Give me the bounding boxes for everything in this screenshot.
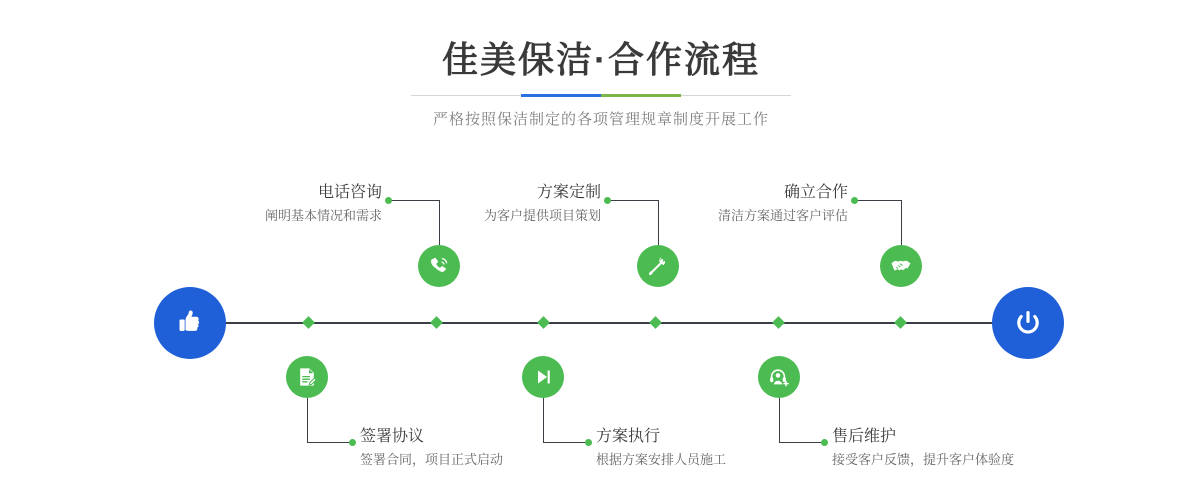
- page-header: [0, 0, 1202, 129]
- thumbs-up-icon: [172, 305, 208, 341]
- handshake-icon: [889, 254, 913, 278]
- step-title-plan-customize: 方案定制: [536, 184, 601, 201]
- step-desc-sign-agreement: 签署合同，项目正式启动: [360, 452, 504, 467]
- connector-line-plan-execute-vertical: [543, 398, 544, 443]
- flow-end-node: [992, 287, 1064, 359]
- document-edit-icon: [295, 365, 319, 389]
- flow-start-node: [154, 287, 226, 359]
- step-title-establish-cooperation: 确立合作: [783, 184, 848, 201]
- step-label-establish-cooperation: [556, 182, 848, 226]
- step-desc-establish-cooperation: 清洁方案通过客户评估: [717, 208, 848, 223]
- step-title-after-sales: 售后维护: [832, 428, 897, 445]
- connector-line-sign-agreement-vertical: [307, 398, 308, 443]
- step-icon-sign-agreement: [286, 356, 328, 398]
- connector-dot-after-sales: [821, 439, 828, 446]
- connector-line-establish-cooperation-horizontal: [855, 200, 902, 201]
- step-title-sign-agreement: 签署协议: [360, 428, 425, 445]
- step-icon-plan-execute: [522, 356, 564, 398]
- timeline-marker: [649, 316, 662, 329]
- connector-dot-establish-cooperation: [851, 197, 858, 204]
- step-icon-after-sales: [758, 356, 800, 398]
- process-flow-diagram: [0, 160, 1202, 502]
- step-desc-plan-execute: 根据方案安排人员施工: [596, 452, 727, 467]
- play-step-icon: [531, 365, 555, 389]
- broom-icon: [646, 254, 670, 278]
- connector-line-after-sales-horizontal: [779, 442, 824, 443]
- timeline-marker: [430, 316, 443, 329]
- page-title: 佳美保洁·合作流程: [442, 39, 760, 80]
- timeline-marker: [772, 316, 785, 329]
- step-desc-plan-customize: 为客户提供项目策划: [483, 208, 601, 223]
- step-desc-phone-consult: 阐明基本情况和需求: [264, 208, 382, 223]
- timeline-marker: [537, 316, 550, 329]
- divider-blue-segment: [521, 94, 601, 97]
- timeline-marker: [894, 316, 907, 329]
- connector-dot-plan-execute: [585, 439, 592, 446]
- connector-line-establish-cooperation-vertical: [901, 200, 902, 245]
- divider-green-segment: [601, 94, 681, 97]
- page-subtitle: 严格按照保洁制定的各项管理规章制度开展工作: [432, 111, 769, 128]
- connector-line-sign-agreement-horizontal: [307, 442, 352, 443]
- step-icon-establish-cooperation: [880, 245, 922, 287]
- timeline-marker: [302, 316, 315, 329]
- connector-line-after-sales-vertical: [779, 398, 780, 443]
- title-divider: [411, 94, 791, 97]
- connector-dot-sign-agreement: [349, 439, 356, 446]
- step-icon-plan-customize: [637, 245, 679, 287]
- power-icon: [1010, 305, 1046, 341]
- phone-ring-icon: [427, 254, 451, 278]
- step-title-plan-execute: 方案执行: [596, 428, 661, 445]
- step-label-after-sales: [832, 426, 1152, 470]
- step-desc-after-sales: 接受客户反馈，提升客户体验度: [832, 452, 1015, 467]
- customer-service-icon: [767, 365, 791, 389]
- step-title-phone-consult: 电话咨询: [317, 184, 382, 201]
- connector-line-plan-execute-horizontal: [543, 442, 588, 443]
- step-icon-phone-consult: [418, 245, 460, 287]
